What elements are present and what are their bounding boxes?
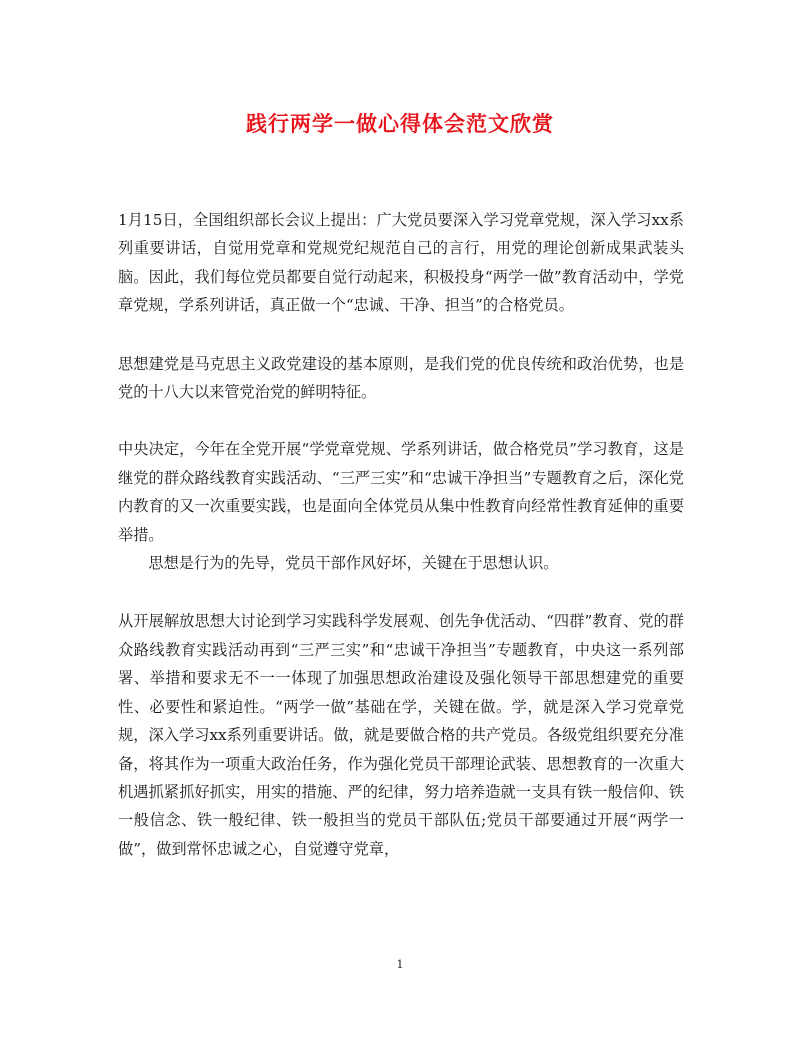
paragraph-4: 思想是行为的先导，党员干部作风好坏，关键在于思想认识。 [148, 554, 559, 573]
page-number: 1 [396, 958, 404, 971]
paragraph-1: 1月15日，全国组织部长会议上提出：广大党员要深入学习党章党规，深入学习xx系列重要讲话，自觉用党章和党规党纪规范自己的言行，用党的理论创新成果武装头脑。因此，我们每位党员都要自觉行动起来，积极投身“两学一做”教育活动中，学党章党规，学系列讲话，真正做一个“忠诚、干净、担当”的合格党员。 [118, 211, 684, 315]
paragraph-3: 中央决定，今年在全党开展“学党章党规、学系列讲话，做合格党员”学习教育，这是继党的群众路线教育实践活动、“三严三实”和“忠诚干净担当”专题教育之后，深化党内教育的又一次重要实践，也是面向全体党员从集中性教育向经常性教育延伸的重要举措。 [118, 440, 684, 544]
document-body [118, 206, 684, 863]
document-title: 践行两学一做心得体会范文欣赏 [246, 111, 554, 136]
paragraph-5: 从开展解放思想大讨论到学习实践科学发展观、创先争优活动、“四群”教育、党的群众路线教育实践活动再到“三严三实”和“忠诚干净担当”专题教育，中央这一系列部署、举措和要求无不一一体现了加强思想政治建设及强化领导干部思想建党的重要性、必要性和紧迫性。“两学一做”基础在学，关键在做。学，就是深入学习党章党规，深入学习xx系列重要讲话。做，就是要做合格的共产党员。各级党组织要充分准备，将其作为一项重大政治任务，作为强化党员干部理论武装、思想教育的一次重大机遇抓紧抓好抓实，用实的措施、严的纪律，努力培养造就一支具有铁一般信仰、铁一般信念、铁一般纪律、铁一般担当的党员干部队伍;党员干部要通过开展“两学一做”，做到常怀忠诚之心，自觉遵守党章， [118, 612, 684, 858]
paragraph-2: 思想建党是马克思主义政党建设的基本原则，是我们党的优良传统和政治优势，也是党的十八大以来管党治党的鲜明特征。 [118, 354, 684, 402]
